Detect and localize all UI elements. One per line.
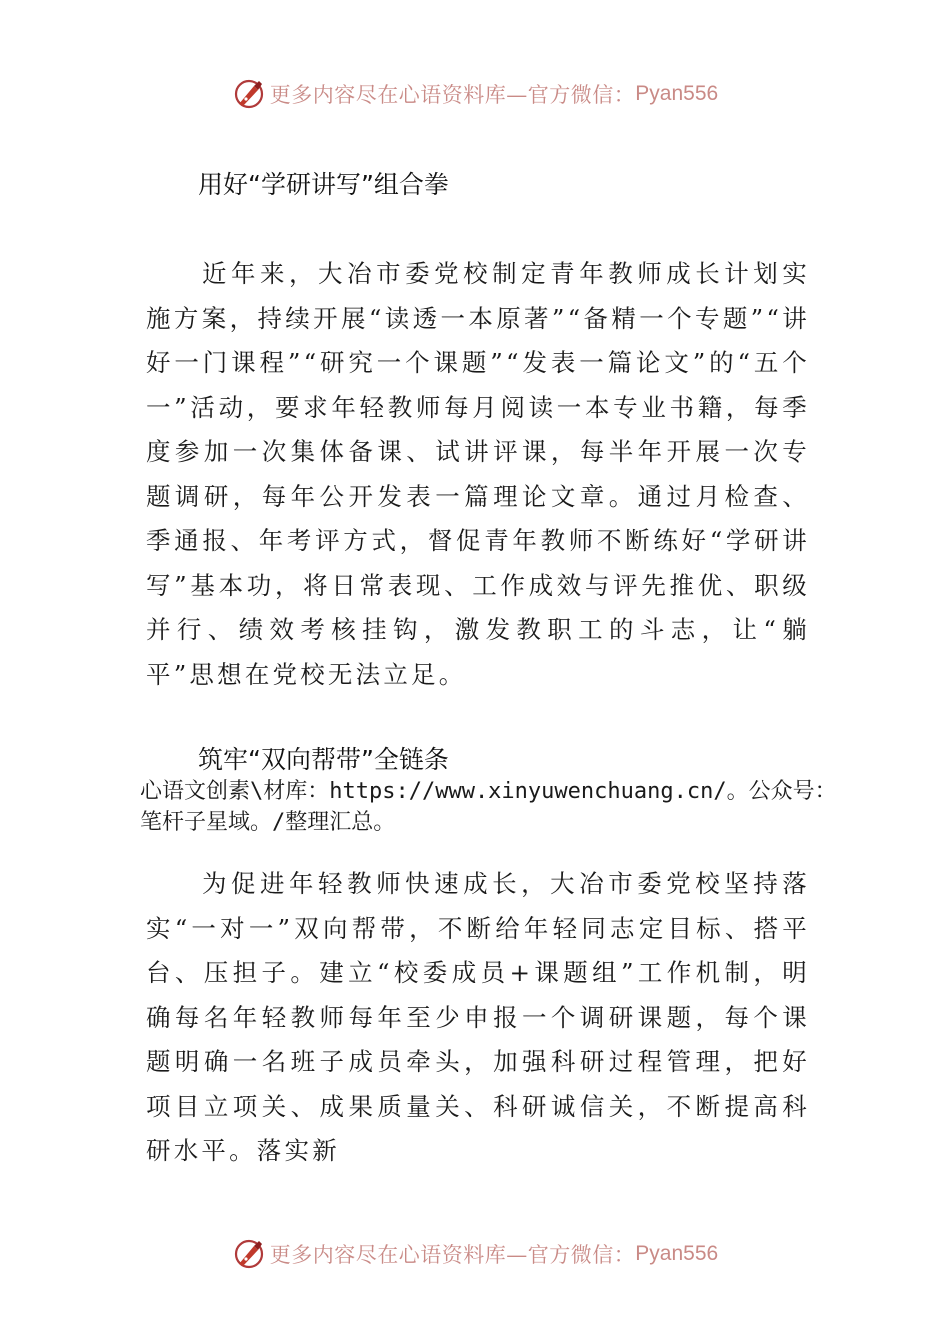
header-watermark-banner — [0, 72, 950, 116]
section-heading: 筑牢“双向帮带”全链条 — [198, 745, 449, 774]
source-note: 心语文创素\材库：https://www.xinyuwenchuang.cn/。公众号：笔杆子星域。/整理汇总。 — [140, 779, 837, 835]
banner-wechat-id: Pyan556 — [635, 1242, 719, 1265]
section-paragraph: 为促进年轻教师快速成长，大冶市委党校坚持落实“一对一”双向帮带，不断给年轻同志定目标、搭平台、压担子。建立“校委成员+课题组”工作机制，明确每名年轻教师每年至少申报一个调研课题，每个课题明确一名班子成员牵头，加强科研过程管理，把好项目立项关、成果质量关、科研诚信关，不断提高科研水平。落实新 — [146, 869, 810, 1165]
footer-watermark-banner — [0, 1232, 950, 1276]
pen-nib-logo-icon — [232, 77, 266, 111]
section-paragraph: 近年来，大冶市委党校制定青年教师成长计划实施方案，持续开展“读透一本原著”“备精一个专题”“讲好一门课程”“研究一个课题”“发表一篇论文”的“五个一”活动，要求年轻教师每月阅读一本专业书籍，每季度参加一次集体备课、试讲评课，每半年开展一次专题调研，每年公开发表一篇理论文章。通过月检查、季通报、年考评方式，督促青年教师不断练好“学研讲写”基本功，将日常表现、工作成效与评先推优、职级并行、绩效考核挂钩，激发教职工的斗志，让“躺平”思想在党校无法立足。 — [146, 259, 810, 689]
section-heading: 用好“学研讲写”组合拳 — [198, 170, 449, 199]
pen-nib-logo-icon — [232, 1237, 266, 1271]
banner-text: 更多内容尽在心语资料库—官方微信： — [269, 83, 636, 107]
banner-text: 更多内容尽在心语资料库—官方微信： — [269, 1243, 636, 1267]
banner-wechat-id: Pyan556 — [635, 82, 719, 105]
